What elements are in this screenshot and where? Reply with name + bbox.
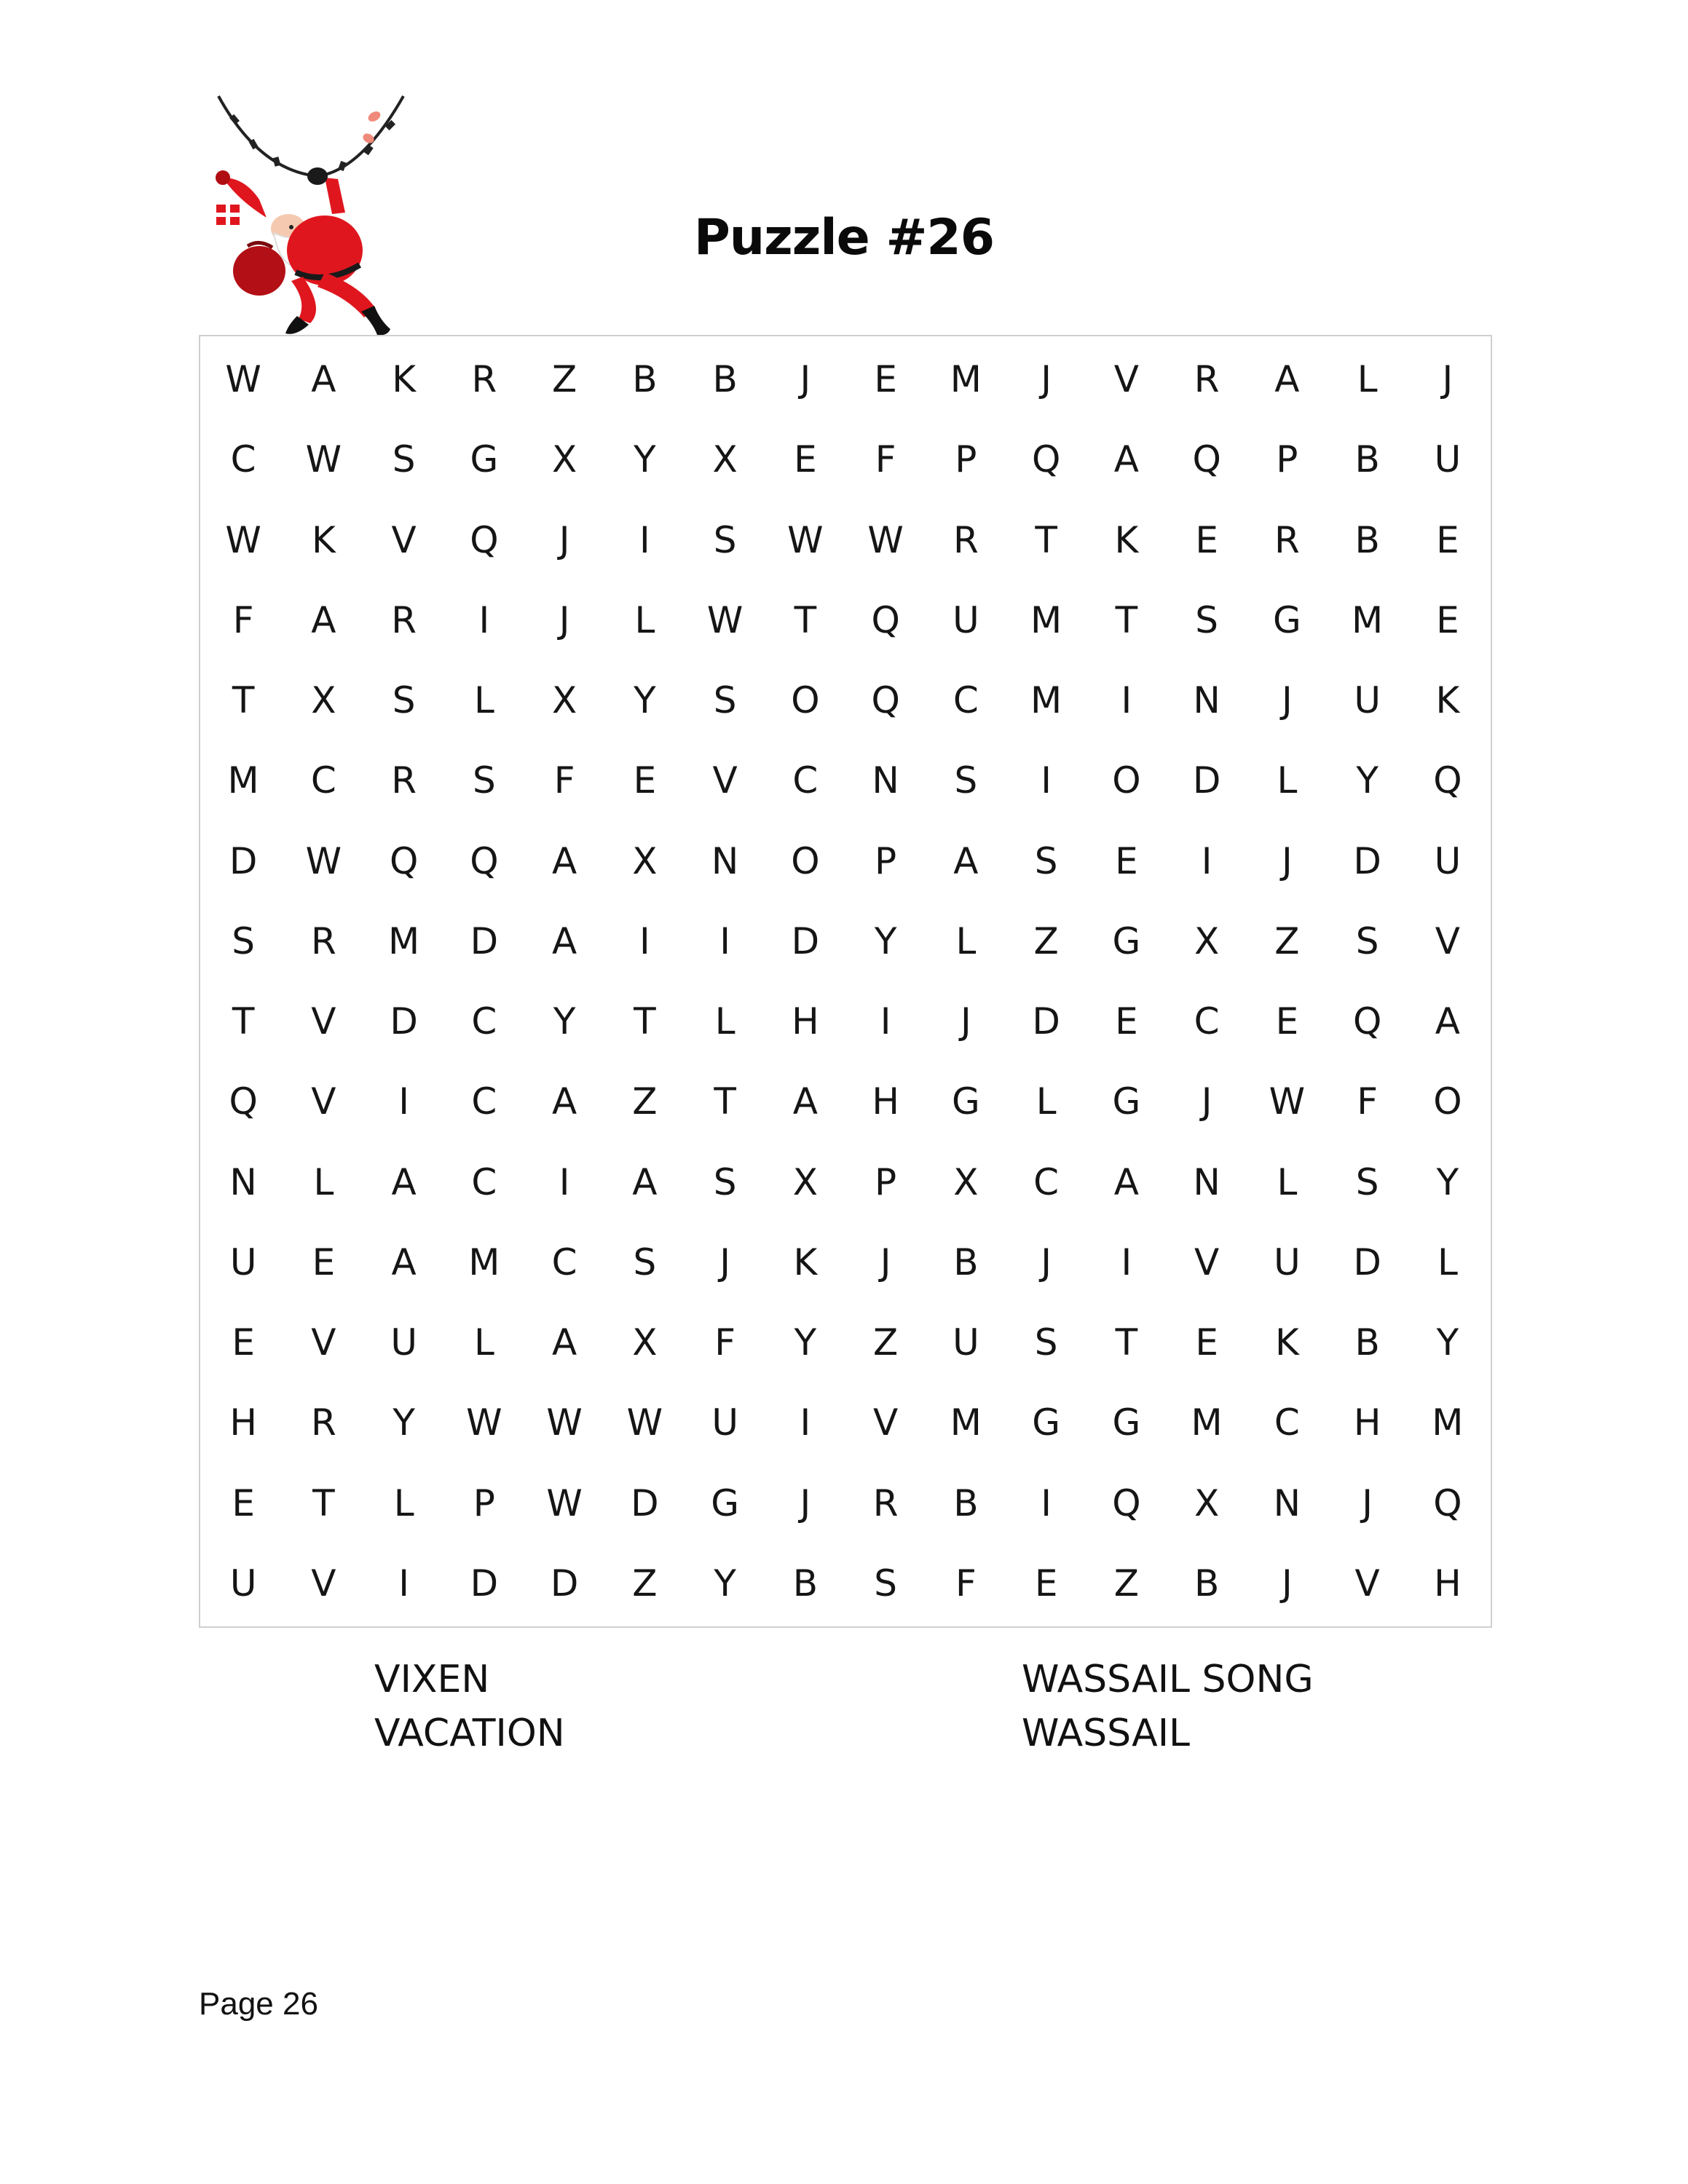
grid-cell: E [1436, 518, 1459, 561]
grid-cell: W [305, 438, 342, 481]
grid-cell: J [800, 358, 811, 401]
grid-cell: J [559, 598, 570, 641]
grid-cell: J [1201, 1080, 1212, 1123]
grid-cell: T [1035, 518, 1057, 561]
grid-cell: M [468, 1241, 500, 1283]
grid-cell: F [955, 1562, 977, 1605]
grid-cell: T [1115, 598, 1138, 641]
grid-cell: Z [551, 358, 577, 401]
grid-cell: H [229, 1401, 257, 1444]
grid-cell: Z [1033, 919, 1059, 962]
grid-cell: K [1435, 679, 1460, 722]
grid-cell: Q [1433, 759, 1462, 802]
grid-cell: J [1282, 839, 1293, 882]
grid-cell: T [312, 1481, 335, 1524]
grid-cell: R [471, 358, 497, 401]
grid-cell: T [794, 598, 817, 641]
grid-cell: I [880, 1000, 891, 1043]
grid-cell: L [1437, 1241, 1458, 1283]
grid-cell: D [631, 1481, 659, 1524]
grid-cell: L [1277, 759, 1298, 802]
grid-cell: T [634, 1000, 656, 1043]
grid-cell: Y [553, 1000, 576, 1043]
grid-cell: I [559, 1160, 570, 1203]
grid-cell: A [1435, 1000, 1460, 1043]
grid-cell: N [1193, 679, 1220, 722]
grid-cell: W [1269, 1080, 1306, 1123]
grid-cell: O [1112, 759, 1141, 802]
grid-cell: E [1115, 1000, 1138, 1043]
grid-cell: G [1273, 598, 1301, 641]
grid-cell: D [550, 1562, 579, 1605]
grid-cell: N [711, 839, 739, 882]
grid-cell: R [1194, 358, 1220, 401]
grid-cell: C [1274, 1401, 1300, 1444]
grid-cell: D [229, 839, 258, 882]
grid-cell: C [310, 759, 336, 802]
grid-cell: A [792, 1080, 818, 1123]
grid-cell: P [875, 1160, 897, 1203]
grid-cell: E [312, 1241, 336, 1283]
grid-cell: A [1113, 438, 1139, 481]
grid-cell: F [875, 438, 896, 481]
grid-cell: I [719, 919, 730, 962]
grid-cell: E [232, 1321, 255, 1364]
grid-cell: J [719, 1241, 730, 1283]
grid-cell: C [1033, 1160, 1060, 1203]
grid-cell: V [391, 518, 417, 561]
grid-cell: G [1112, 1080, 1141, 1123]
grid-cell: J [1282, 1562, 1293, 1605]
grid-cell: N [1273, 1481, 1301, 1524]
grid-cell: K [311, 518, 336, 561]
grid-cell: Z [632, 1080, 658, 1123]
grid-cell: Q [389, 839, 419, 882]
grid-cell: W [305, 839, 342, 882]
grid-cell: I [398, 1562, 409, 1605]
grid-cell: A [552, 919, 577, 962]
grid-cell: S [392, 438, 416, 481]
grid-cell: U [953, 598, 979, 641]
grid-cell: E [1436, 598, 1459, 641]
grid-cell: B [1354, 518, 1380, 561]
grid-cell: S [713, 679, 737, 722]
grid-cell: U [229, 1562, 257, 1605]
grid-cell: E [1195, 518, 1218, 561]
grid-cell: W [706, 598, 744, 641]
grid-cell: Y [634, 679, 656, 722]
grid-cell: X [632, 1321, 658, 1364]
grid-cell: D [470, 1562, 499, 1605]
grid-cell: Q [229, 1080, 258, 1123]
grid-cell: J [559, 518, 570, 561]
grid-cell: F [232, 598, 254, 641]
grid-cell: D [390, 1000, 418, 1043]
grid-cell: L [473, 1321, 494, 1364]
grid-cell: Y [794, 1321, 817, 1364]
grid-cell: W [225, 358, 261, 401]
grid-cell: U [1274, 1241, 1301, 1283]
grid-cell: B [632, 358, 658, 401]
grid-cell: Q [1192, 438, 1221, 481]
grid-cell: K [1114, 518, 1139, 561]
grid-cell: Q [470, 839, 499, 882]
grid-cell: Y [714, 1562, 736, 1605]
grid-cell: A [1113, 1160, 1139, 1203]
grid-cell: D [1353, 839, 1381, 882]
grid-cell: P [955, 438, 977, 481]
grid-cell: I [1201, 839, 1212, 882]
word-list-item: WASSAIL [1022, 1712, 1191, 1755]
grid-cell: G [470, 438, 499, 481]
grid-cell: S [633, 1241, 657, 1283]
grid-cell: M [1352, 598, 1384, 641]
grid-cell: E [232, 1481, 255, 1524]
grid-cell: G [1032, 1401, 1060, 1444]
grid-cell: E [794, 438, 817, 481]
grid-cell: U [1434, 839, 1462, 882]
grid-cell: X [1194, 1481, 1220, 1524]
grid-cell: Q [1112, 1481, 1141, 1524]
grid-cell: J [880, 1241, 891, 1283]
grid-cell: Q [1352, 1000, 1382, 1043]
grid-cell: B [792, 1562, 819, 1605]
grid-cell: A [1274, 358, 1300, 401]
grid-cell: H [1434, 1562, 1462, 1605]
grid-cell: J [800, 1481, 811, 1524]
grid-cell: W [867, 518, 904, 561]
grid-cell: L [473, 679, 494, 722]
grid-cell: J [961, 1000, 971, 1043]
grid-cell: V [311, 1000, 336, 1043]
page-number: Page 26 [199, 1986, 318, 2022]
grid-cell: S [1034, 1321, 1058, 1364]
grid-cell: R [311, 1401, 336, 1444]
grid-cell: M [1030, 598, 1062, 641]
grid-cell: Y [1436, 1160, 1459, 1203]
grid-cell: Q [1031, 438, 1061, 481]
grid-cell: C [471, 1000, 497, 1043]
grid-cell: S [392, 679, 416, 722]
word-list-item: VIXEN [374, 1658, 490, 1701]
grid-cell: S [874, 1562, 897, 1605]
grid-cell: M [1030, 679, 1062, 722]
grid-cell: B [1354, 1321, 1380, 1364]
grid-cell: L [955, 919, 977, 962]
grid-cell: C [1194, 1000, 1220, 1043]
grid-cell: N [1193, 1160, 1220, 1203]
grid-cell: V [873, 1401, 899, 1444]
grid-cell: Q [871, 679, 900, 722]
grid-cell: D [1032, 1000, 1060, 1043]
grid-cell: W [546, 1401, 583, 1444]
grid-cell: V [1194, 1241, 1220, 1283]
grid-cell: R [391, 598, 417, 641]
grid-cell: K [1274, 1321, 1299, 1364]
grid-cell: I [639, 919, 650, 962]
grid-cell: S [1034, 839, 1058, 882]
grid-cell: A [311, 358, 336, 401]
grid-cell: E [1195, 1321, 1218, 1364]
grid-cell: L [634, 598, 655, 641]
grid-cell: R [872, 1481, 899, 1524]
grid-cell: V [311, 1321, 336, 1364]
grid-cell: C [471, 1160, 497, 1203]
grid-cell: O [791, 679, 820, 722]
grid-cell: U [953, 1321, 979, 1364]
grid-cell: A [552, 1080, 577, 1123]
grid-cell: S [232, 919, 255, 962]
grid-cell: J [1041, 358, 1052, 401]
grid-cell: E [1275, 1000, 1299, 1043]
grid-cell: K [793, 1241, 818, 1283]
grid-cell: E [1034, 1562, 1058, 1605]
grid-cell: M [950, 358, 982, 401]
grid-cell: I [398, 1080, 409, 1123]
grid-cell: L [393, 1481, 414, 1524]
grid-cell: M [1191, 1401, 1223, 1444]
grid-cell: J [1041, 1241, 1052, 1283]
grid-cell: I [478, 598, 490, 641]
grid-cell: M [227, 759, 259, 802]
grid-cell: V [311, 1562, 336, 1605]
grid-cell: P [1276, 438, 1298, 481]
grid-cell: M [388, 919, 420, 962]
grid-cell: N [872, 759, 899, 802]
grid-cell: Y [1356, 759, 1379, 802]
grid-cell: M [950, 1401, 982, 1444]
grid-cell: W [626, 1401, 663, 1444]
grid-cell: U [711, 1401, 738, 1444]
grid-cell: H [792, 1000, 819, 1043]
grid-cell: J [1282, 679, 1293, 722]
grid-cell: Y [634, 438, 656, 481]
grid-cell: D [470, 919, 499, 962]
grid-cell: J [1362, 1481, 1373, 1524]
grid-cell: Y [1436, 1321, 1459, 1364]
grid-cell: O [791, 839, 820, 882]
grid-cell: L [313, 1160, 334, 1203]
grid-cell: R [953, 518, 979, 561]
grid-cell: V [311, 1080, 336, 1123]
grid-cell: B [1194, 1562, 1220, 1605]
grid-cell: M [1432, 1401, 1464, 1444]
grid-cell: I [1041, 759, 1052, 802]
word-list-item: WASSAIL SONG [1022, 1658, 1314, 1701]
grid-cell: A [391, 1160, 417, 1203]
grid-cell: S [1355, 919, 1379, 962]
grid-cell: L [1036, 1080, 1057, 1123]
grid-cell: N [229, 1160, 257, 1203]
grid-cell: P [875, 839, 897, 882]
grid-cell: G [1112, 1401, 1141, 1444]
grid-cell: Q [871, 598, 900, 641]
grid-cell: G [711, 1481, 739, 1524]
grid-cell: C [230, 438, 256, 481]
grid-cell: X [632, 839, 658, 882]
grid-cell: S [473, 759, 496, 802]
grid-cell: X [551, 679, 577, 722]
grid-cell: F [553, 759, 575, 802]
grid-cell: C [792, 759, 819, 802]
grid-cell: L [1277, 1160, 1298, 1203]
grid-cell: I [1121, 679, 1132, 722]
grid-cell: O [1433, 1080, 1462, 1123]
grid-cell: F [714, 1321, 735, 1364]
grid-cell: G [952, 1080, 980, 1123]
grid-cell: S [713, 1160, 737, 1203]
grid-cell: A [552, 1321, 577, 1364]
word-list-right [1022, 1653, 1314, 1760]
grid-cell: Y [874, 919, 897, 962]
grid-cell: C [471, 1080, 497, 1123]
grid-cell: D [1192, 759, 1221, 802]
grid-cell: S [713, 518, 737, 561]
grid-cell: T [714, 1080, 736, 1123]
word-list-left [374, 1653, 565, 1760]
grid-cell: Z [872, 1321, 899, 1364]
grid-cell: Y [393, 1401, 415, 1444]
grid-cell: B [953, 1481, 979, 1524]
grid-cell: I [1041, 1481, 1052, 1524]
grid-cell: B [712, 358, 738, 401]
grid-cell: P [473, 1481, 495, 1524]
grid-cell: R [391, 759, 417, 802]
grid-cell: T [232, 679, 255, 722]
grid-cell: E [1115, 839, 1138, 882]
grid-cell: F [1357, 1080, 1378, 1123]
grid-cell: C [551, 1241, 577, 1283]
grid-cell: Q [1433, 1481, 1462, 1524]
grid-cell: H [872, 1080, 899, 1123]
grid-cell: X [953, 1160, 979, 1203]
grid-cell: H [1353, 1401, 1381, 1444]
grid-cell: C [953, 679, 979, 722]
word-list-item: VACATION [374, 1712, 565, 1755]
grid-cell: I [800, 1401, 811, 1444]
grid-cell: W [225, 518, 261, 561]
grid-cell: S [954, 759, 978, 802]
grid-cell: T [232, 1000, 255, 1043]
grid-cell: A [311, 598, 336, 641]
grid-cell: U [1434, 438, 1462, 481]
grid-cell: I [1121, 1241, 1132, 1283]
grid-cell: A [552, 839, 577, 882]
grid-cell: D [791, 919, 820, 962]
grid-cell: L [1357, 358, 1378, 401]
grid-cell: D [1353, 1241, 1381, 1283]
grid-cell: B [1354, 438, 1380, 481]
grid-cell: Z [1274, 919, 1300, 962]
grid-cell: B [953, 1241, 979, 1283]
grid-cell: E [633, 759, 657, 802]
grid-cell: U [229, 1241, 257, 1283]
grid-cell: K [392, 358, 417, 401]
grid-cell: E [874, 358, 897, 401]
grid-cell: L [714, 1000, 735, 1043]
grid-cell: A [391, 1241, 417, 1283]
grid-cell: A [632, 1160, 658, 1203]
grid-cell: Z [1113, 1562, 1139, 1605]
page-title: Puzzle #26 [693, 209, 995, 266]
grid-cell: R [1274, 518, 1300, 561]
grid-cell: W [787, 518, 824, 561]
grid-cell: V [712, 759, 738, 802]
grid-cell: X [311, 679, 336, 722]
grid-cell: U [390, 1321, 417, 1364]
grid-cell: X [1194, 919, 1220, 962]
grid-cell: V [1113, 358, 1139, 401]
grid-cell: T [1115, 1321, 1138, 1364]
grid-cell: J [1442, 358, 1454, 401]
grid-cell: V [1354, 1562, 1380, 1605]
grid-cell: X [551, 438, 577, 481]
grid-cell: U [1354, 679, 1381, 722]
grid-cell: I [639, 518, 650, 561]
word-search-grid [199, 335, 1492, 1628]
grid-cell: X [792, 1160, 818, 1203]
grid-cell: W [546, 1481, 583, 1524]
grid-cell: G [1112, 919, 1141, 962]
grid-cell: V [1435, 919, 1460, 962]
grid-cell: W [466, 1401, 502, 1444]
grid-cell: Q [470, 518, 499, 561]
grid-cell: Z [632, 1562, 658, 1605]
grid-cell: R [311, 919, 336, 962]
grid-cell: X [712, 438, 738, 481]
grid-cell: S [1355, 1160, 1379, 1203]
grid-cell: S [1195, 598, 1218, 641]
grid-cell: A [953, 839, 979, 882]
